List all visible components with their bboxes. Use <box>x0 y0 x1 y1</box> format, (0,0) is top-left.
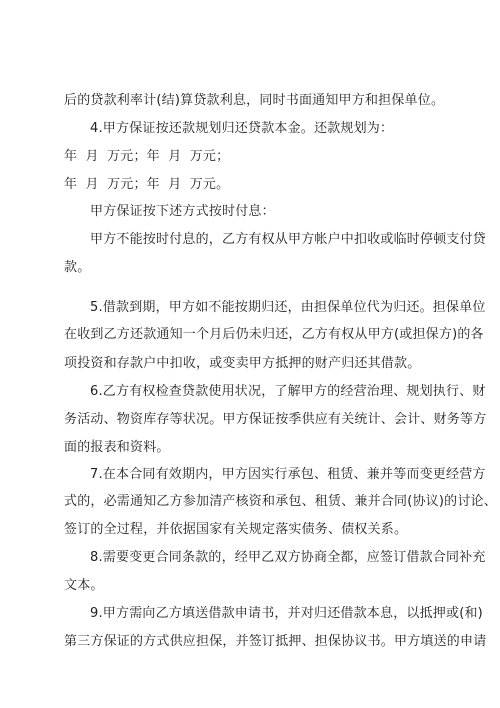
text-line: 甲方保证按下述方式按时付息： <box>90 204 275 219</box>
text-line: 面的报表和资料。 <box>64 440 170 455</box>
text-line: 4.甲方保证按还款规划归还贷款本金。还款规划为： <box>90 121 394 136</box>
text-line: 8.需要变更合同条款的，经甲乙双方协商全都，应签订借款合同补充 <box>90 550 486 565</box>
text-line: 6.乙方有权检查贷款使用状况，了解甲方的经营治理、规划执行、财 <box>90 384 486 399</box>
text-line: 式的，必需通知乙方参加清产核资和承包、租赁、兼并合同(协议)的讨论、 <box>64 494 497 509</box>
text-line: 5.借款到期，甲方如不能按期归还，由担保单位代为归还。担保单位 <box>90 300 486 315</box>
text-line: 款。 <box>64 260 91 275</box>
text-line: 甲方不能按时付息的，乙方有权从甲方帐户中扣收或临时停顿支付贷 <box>90 232 487 247</box>
text-line: 7.在本合同有效期内，甲方因实行承包、租赁、兼并等而变更经营方 <box>90 467 486 482</box>
text-line: 签订的全过程，并依据国家有关规定落实债务、债权关系。 <box>64 522 408 537</box>
text-line: 文本。 <box>64 578 104 593</box>
text-line: 年 月 万元；年 月 万元； <box>64 149 230 164</box>
text-line: 第三方保证的方式供应担保，并签订抵押、担保协议书。甲方填送的申请 <box>64 634 487 649</box>
text-line: 项投资和存款户中扣收，或变卖甲方抵押的财产归还其借款。 <box>64 356 421 371</box>
text-line: 年 月 万元；年 月 万元。 <box>64 177 230 192</box>
text-line: 务活动、物资库存等状况。甲方保证按季供应有关统计、会计、财务等方 <box>64 412 487 427</box>
text-line: 9.甲方需向乙方填送借款申请书，并对归还借款本息，以抵押或(和) <box>90 606 483 621</box>
text-line: 在收到乙方还款通知一个月后仍未归还，乙方有权从甲方(或担保方)的各 <box>64 327 484 342</box>
text-line: 后的贷款利率计(结)算贷款利息，同时书面通知甲方和担保单位。 <box>64 93 445 108</box>
